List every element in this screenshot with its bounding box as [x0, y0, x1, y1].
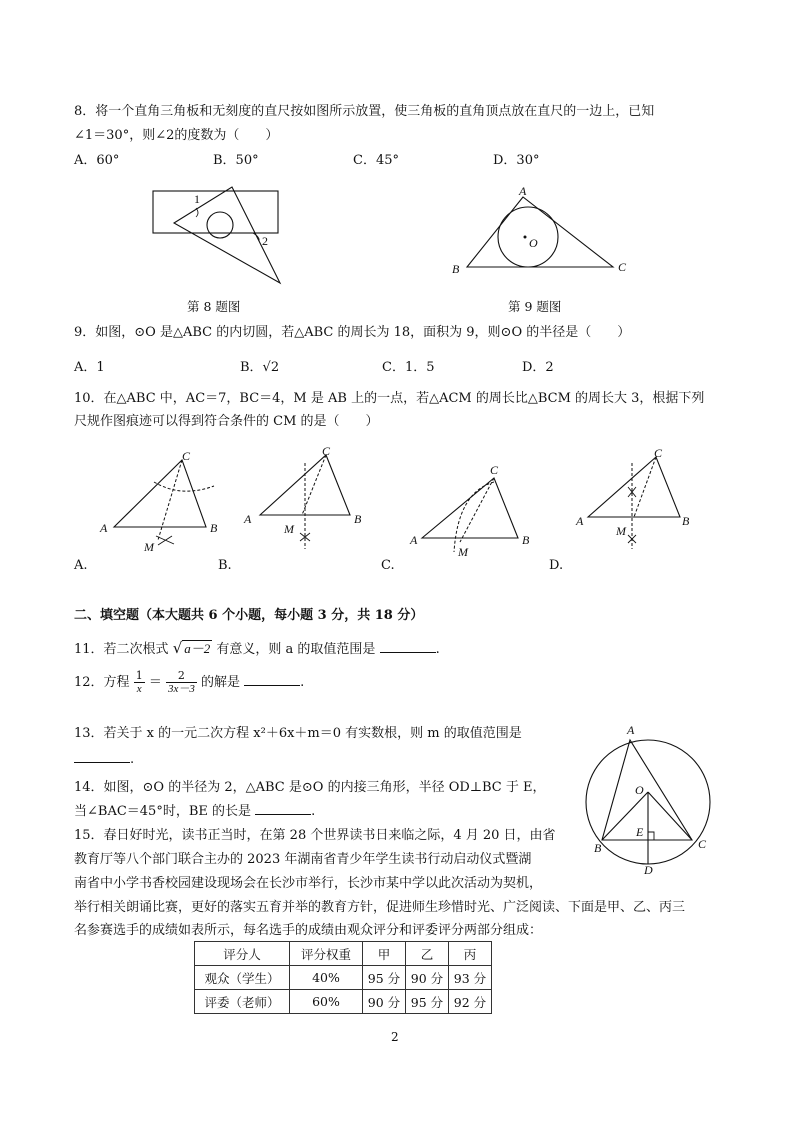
table-cell: 90 分	[406, 966, 449, 990]
q10c-label-a: A	[410, 533, 418, 547]
table-cell: 40%	[290, 966, 363, 990]
q12-frac2-num: 2	[166, 670, 197, 683]
q9-text: 9．如图，⊙O 是△ABC 的内切圆，若△ABC 的周长为 18，面积为 9，则⊙O 的半径是（ ）	[74, 325, 631, 340]
table-row	[195, 966, 492, 990]
q10b-label-b: B	[354, 512, 362, 526]
q12-before: 12．方程	[74, 675, 130, 690]
q14-label-e: E	[636, 825, 644, 839]
table-header: 丙	[449, 942, 492, 966]
q10-figure-b	[240, 445, 370, 555]
q10c-label-m: M	[458, 545, 468, 559]
q10-line2: 尺规作图痕迹可以得到符合条件的 CM 的是（ ）	[74, 414, 379, 429]
q8-label-2: 2	[262, 234, 268, 248]
q14-figure	[580, 720, 720, 880]
table-header: 评分人	[195, 942, 290, 966]
q12-fraction-1	[134, 670, 145, 695]
q15-line4: 举行相关朗诵比赛，更好的落实五育并举的教育方针，促进师生珍惜时光、广泛阅读、下面是甲、乙、丙三	[74, 900, 686, 915]
q14-line2	[74, 800, 315, 819]
q12-frac1-den: x	[136, 683, 142, 695]
q13-end: .	[130, 752, 135, 767]
q9-label-a: A	[519, 184, 527, 198]
q8-option-d: D．30°	[493, 153, 540, 168]
q10-option-b: B.	[218, 558, 232, 573]
q9-label-b: B	[452, 262, 460, 276]
table-header: 评分权重	[290, 942, 363, 966]
section2-title: 二、填空题（本大题共 6 个小题，每小题 3 分，共 18 分）	[74, 608, 424, 623]
q12-frac1-num: 1	[135, 669, 143, 682]
q14-label-o: O	[635, 783, 644, 797]
q10-figure-a	[96, 450, 226, 560]
q10-option-a: A.	[74, 558, 88, 573]
q10a-label-b: B	[210, 521, 218, 535]
q10b-label-m: M	[284, 522, 294, 536]
q9-label-o: O	[529, 236, 538, 250]
q14-line1: 14．如图，⊙O 的半径为 2，△ABC 是⊙O 的内接三角形，半径 OD⊥BC 于 E，	[74, 780, 546, 795]
q14-label-c: C	[698, 837, 707, 851]
q8-option-b: B．50°	[213, 153, 259, 168]
table-cell: 93 分	[449, 966, 492, 990]
page-number: 2	[391, 1030, 399, 1044]
q10d-label-m: M	[616, 524, 626, 538]
q9-option-d: D．2	[522, 360, 554, 375]
table-cell: 60%	[290, 990, 363, 1014]
q12	[74, 670, 304, 695]
q12-frac2-den: 3x－3	[167, 683, 195, 695]
q9-option-c: C．1．5	[382, 360, 435, 375]
table-row	[195, 990, 492, 1014]
q15-line3: 南省中小学书香校园建设现场会在长沙市举行，长沙市某中学以此次活动为契机，	[74, 876, 543, 891]
q8-figure	[150, 183, 290, 283]
q11-radical: √ a－2	[172, 639, 211, 657]
q10-figure-c	[400, 460, 540, 570]
q11-answer-blank[interactable]	[380, 640, 436, 653]
q10-option-c: C.	[381, 558, 395, 573]
q11-after: 有意义，则 a 的取值范围是	[216, 642, 376, 657]
q8-option-a: A．60°	[74, 153, 120, 168]
q10d-label-b: B	[682, 514, 690, 528]
table-cell: 90 分	[363, 990, 406, 1014]
q8-label-1: 1	[194, 192, 200, 206]
q9-figure	[450, 185, 630, 280]
q11-before: 11．若二次根式	[74, 642, 169, 657]
q12-answer-blank[interactable]	[244, 673, 300, 686]
q14-label-b: B	[594, 841, 602, 855]
q14-line2-before: 当∠BAC＝45°时，BE 的长是	[74, 804, 251, 819]
table-header: 乙	[406, 942, 449, 966]
q10-option-d: D.	[549, 558, 564, 573]
q10a-label-m: M	[144, 540, 154, 554]
table-cell: 观众（学生）	[195, 966, 290, 990]
q15-line1: 15．春日好时光，读书正当时，在第 28 个世界读书日来临之际，4 月 20 日，由省	[74, 828, 556, 843]
q12-fraction-2	[166, 670, 197, 695]
q10-line1: 10．在△ABC 中，AC＝7，BC＝4，M 是 AB 上的一点，若△ACM 的周长比△BCM 的周长大 3，根据下列	[74, 391, 705, 406]
q9-option-a: A．1	[74, 360, 105, 375]
q14-end: .	[311, 804, 316, 819]
q10b-label-c: C	[322, 444, 331, 458]
q10d-label-a: A	[576, 514, 584, 528]
q11	[74, 638, 440, 657]
table-cell: 95 分	[406, 990, 449, 1014]
q12-eq: ＝	[148, 675, 162, 690]
q10-figure-d	[574, 445, 704, 555]
q8-figure-caption: 第 8 题图	[187, 299, 241, 314]
q12-end: .	[300, 675, 305, 690]
q14-answer-blank[interactable]	[255, 802, 311, 815]
q8-option-c: C．45°	[353, 153, 399, 168]
q11-radicand: a－2	[184, 641, 211, 656]
q15-line5: 名参赛选手的成绩如表所示，每名选手的成绩由观众评分和评委评分两部分组成：	[74, 923, 543, 938]
table-cell: 92 分	[449, 990, 492, 1014]
q15-line2: 教育厅等八个部门联合主办的 2023 年湖南省青少年学生读书行动启动仪式暨湖	[74, 852, 532, 867]
q9-figure-caption: 第 9 题图	[508, 299, 562, 314]
q12-after: 的解是	[201, 675, 241, 690]
table-cell: 评委（老师）	[195, 990, 290, 1014]
q8-line1: 8．将一个直角三角板和无刻度的直尺按如图所示放置，使三角板的直角顶点放在直尺的一边上，已知	[74, 104, 655, 119]
q10c-label-c: C	[490, 463, 499, 477]
table-header-row	[195, 942, 492, 966]
q15-score-table	[194, 941, 492, 1014]
q14-label-a: A	[627, 723, 635, 737]
q11-end: .	[435, 642, 440, 657]
q10a-label-c: C	[182, 449, 191, 463]
q9-option-b: B．√2	[240, 360, 280, 375]
table-header: 甲	[363, 942, 406, 966]
q8-line2: ∠1＝30°，则∠2的度数为（ ）	[74, 128, 279, 143]
q14-label-d: D	[644, 863, 653, 877]
q10c-label-b: B	[522, 533, 530, 547]
q10b-label-a: A	[244, 512, 252, 526]
q10a-label-a: A	[100, 521, 108, 535]
q13-line1: 13．若关于 x 的一元二次方程 x²＋6x＋m＝0 有实数根，则 m 的取值范围是	[74, 726, 522, 741]
q10d-label-c: C	[654, 446, 663, 460]
q13-answer-blank[interactable]	[74, 750, 130, 763]
table-cell: 95 分	[363, 966, 406, 990]
q13-line2	[74, 750, 134, 767]
q9-label-c: C	[618, 260, 627, 274]
